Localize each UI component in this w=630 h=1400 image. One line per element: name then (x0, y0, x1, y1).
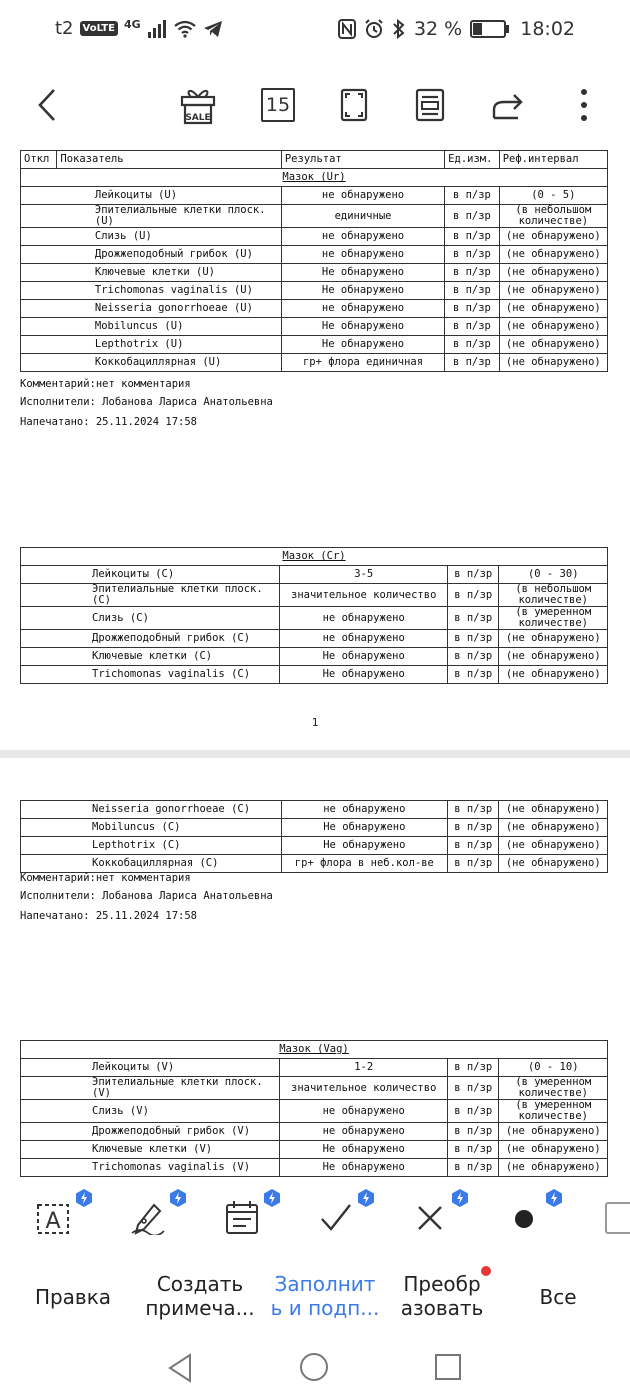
premium-badge-icon (452, 1189, 468, 1207)
unit-value: в п/зр (448, 1077, 499, 1100)
performers-text: Исполнители: Лобанова Лариса Анатольевна (20, 396, 273, 408)
svg-text:A: A (45, 1209, 61, 1234)
table-row (21, 228, 608, 246)
table-row (21, 1100, 608, 1123)
result-value: Не обнаружено (281, 336, 444, 354)
deviation-cell (21, 354, 57, 372)
indicator-name: Ключевые клетки (U) (57, 264, 281, 282)
wifi-icon (173, 20, 197, 38)
section-title-row (21, 1041, 608, 1059)
page-separator (0, 750, 630, 758)
indicator-name: Neisseria gonorrhoeae (U) (57, 300, 281, 318)
deviation-cell (21, 801, 55, 819)
reference-interval: (в умеренном количестве) (499, 607, 608, 630)
unit-value: в п/зр (445, 336, 500, 354)
nfc-icon (338, 19, 356, 39)
result-value: не обнаружено (281, 187, 444, 205)
table-row (21, 1077, 608, 1100)
reference-interval: (не обнаружено) (499, 666, 608, 684)
unit-value: в п/зр (445, 318, 500, 336)
deviation-cell (21, 336, 57, 354)
indicator-name: Эпителиальные клетки плоск. (C) (54, 584, 280, 607)
reference-interval: (не обнаружено) (499, 318, 607, 336)
back-button[interactable] (30, 82, 64, 128)
column-header: Результат (281, 151, 444, 169)
deviation-cell (21, 1141, 55, 1159)
battery-icon (470, 20, 506, 38)
signature-tool[interactable] (130, 1199, 170, 1239)
table-row (21, 1059, 608, 1077)
tab-annotate[interactable]: Создать примеча... (145, 1272, 255, 1320)
calendar-icon: 15 (261, 88, 295, 122)
reference-interval: (не обнаружено) (499, 336, 607, 354)
table-row (21, 246, 608, 264)
deviation-cell (21, 630, 55, 648)
table-row (21, 336, 608, 354)
dot-icon (506, 1199, 542, 1235)
share-button[interactable] (488, 82, 528, 128)
unit-value: в п/зр (448, 801, 499, 819)
reference-interval: (не обнаружено) (499, 246, 607, 264)
deviation-cell (21, 1059, 55, 1077)
deviation-cell (21, 819, 55, 837)
form-fields-icon (224, 1199, 260, 1235)
result-value: не обнаружено (281, 246, 444, 264)
reference-interval: (не обнаружено) (499, 837, 608, 855)
deviation-cell (21, 566, 55, 584)
nav-home-icon[interactable] (298, 1351, 330, 1383)
result-value: не обнаружено (280, 630, 448, 648)
unit-value: в п/зр (448, 607, 499, 630)
column-header: Показатель (57, 151, 281, 169)
unit-value: в п/зр (445, 264, 500, 282)
unit-value: в п/зр (445, 246, 500, 264)
unit-value: в п/зр (448, 837, 499, 855)
more-tool[interactable] (604, 1199, 630, 1239)
deviation-cell (21, 1159, 55, 1177)
comment-text: Комментарий:нет комментария (20, 378, 191, 390)
table-row (21, 205, 608, 228)
more-vertical-icon (580, 88, 588, 122)
unit-value: в п/зр (448, 584, 499, 607)
result-value: Не обнаружено (280, 1159, 448, 1177)
indicator-name: Эпителиальные клетки плоск. (U) (57, 205, 281, 228)
reference-interval: (не обнаружено) (499, 300, 607, 318)
reference-interval: (не обнаружено) (499, 354, 607, 372)
more-menu-button[interactable] (570, 82, 598, 128)
result-value: не обнаружено (281, 228, 444, 246)
cross-icon (412, 1199, 448, 1235)
deviation-cell (21, 648, 55, 666)
results-table-ur (20, 150, 608, 372)
result-value: 1-2 (280, 1059, 448, 1077)
unit-value: в п/зр (445, 205, 500, 228)
deviation-cell (21, 1123, 55, 1141)
results-table-cr-continued (20, 800, 608, 873)
unit-value: в п/зр (445, 282, 500, 300)
indicator-name: Слизь (U) (57, 228, 281, 246)
unit-value: в п/зр (448, 1159, 499, 1177)
unit-value: в п/зр (448, 566, 499, 584)
indicator-name: Neisseria gonorrhoeae (C) (54, 801, 281, 819)
gift-sale-button[interactable] (178, 82, 218, 128)
table-row (21, 584, 608, 607)
table-row (21, 1159, 608, 1177)
reference-interval: (не обнаружено) (499, 855, 608, 873)
deviation-cell (21, 246, 57, 264)
table-row (21, 630, 608, 648)
deviation-cell (21, 607, 55, 630)
system-nav-bar (0, 1338, 630, 1400)
annotation-tools-bar (0, 1183, 630, 1258)
unit-value: в п/зр (448, 819, 499, 837)
cross-tool[interactable] (412, 1199, 452, 1239)
section-title: Мазок (Ur) (21, 169, 608, 187)
table-header-row (21, 151, 608, 169)
telegram-icon (203, 20, 223, 38)
table-row (21, 855, 608, 873)
section-title-row (21, 169, 608, 187)
indicator-name: Trichomonas vaginalis (V) (54, 1159, 280, 1177)
reference-interval: (не обнаружено) (499, 1141, 608, 1159)
indicator-name: Эпителиальные клетки плоск. (V) (54, 1077, 280, 1100)
result-value: Не обнаружено (280, 666, 448, 684)
premium-badge-icon (76, 1189, 92, 1207)
deviation-cell (21, 300, 57, 318)
unit-value: в п/зр (448, 630, 499, 648)
indicator-name: Trichomonas vaginalis (U) (57, 282, 281, 300)
alarm-icon (364, 19, 384, 39)
indicator-name: Дрожжеподобный грибок (U) (57, 246, 281, 264)
back-arrow-icon (37, 88, 57, 122)
deviation-cell (21, 1077, 55, 1100)
table-row (21, 837, 608, 855)
reference-interval: (в небольшом количестве) (499, 584, 608, 607)
indicator-name: Коккобациллярная (C) (54, 855, 281, 873)
result-value: значительное количество (280, 584, 448, 607)
reference-interval: (не обнаружено) (499, 282, 607, 300)
result-value: не обнаружено (281, 300, 444, 318)
table-row (21, 607, 608, 630)
section-title: Мазок (Vag) (21, 1041, 608, 1059)
deviation-cell (21, 264, 57, 282)
goto-page-button[interactable] (258, 82, 298, 128)
column-header: Ед.изм. (445, 151, 500, 169)
result-value: не обнаружено (280, 1100, 448, 1123)
result-value: Не обнаружено (281, 837, 447, 855)
results-table-vag (20, 1040, 608, 1177)
network-label: 4G (123, 18, 141, 31)
result-value: Не обнаружено (281, 282, 444, 300)
unit-value: в п/зр (448, 1141, 499, 1159)
tab-convert[interactable]: Преобр азовать (400, 1272, 484, 1320)
indicator-name: Lepthotrix (U) (57, 336, 281, 354)
unit-value: в п/зр (448, 666, 499, 684)
reference-interval: (не обнаружено) (499, 228, 607, 246)
tab-edit[interactable]: Правка (34, 1285, 112, 1309)
results-table-cr (20, 547, 608, 684)
tab-all[interactable]: Все (539, 1285, 577, 1309)
column-header: Реф.интервал (499, 151, 607, 169)
indicator-name: Лейкоциты (V) (54, 1059, 280, 1077)
premium-badge-icon (546, 1189, 562, 1207)
deviation-cell (21, 1100, 55, 1123)
unit-value: в п/зр (445, 354, 500, 372)
indicator-name: Лейкоциты (C) (54, 566, 280, 584)
volte-badge: VoLTE (80, 21, 118, 36)
table-row (21, 1141, 608, 1159)
premium-badge-icon (170, 1189, 186, 1207)
fullscreen-icon (340, 88, 368, 122)
share-icon (490, 88, 526, 122)
indicator-name: Mobiluncus (C) (54, 819, 281, 837)
unit-value: в п/зр (445, 228, 500, 246)
reference-interval: (не обнаружено) (499, 819, 608, 837)
partial-box-icon (604, 1199, 630, 1235)
checkmark-icon (318, 1199, 354, 1235)
bottom-tab-bar (0, 1258, 630, 1338)
deviation-cell (21, 318, 57, 336)
top-toolbar (0, 70, 630, 140)
result-value: гр+ флора единичная (281, 354, 444, 372)
table-row (21, 648, 608, 666)
indicator-name: Mobiluncus (U) (57, 318, 281, 336)
indicator-name: Слизь (C) (54, 607, 280, 630)
result-value: единичные (281, 205, 444, 228)
reference-interval: (не обнаружено) (499, 264, 607, 282)
indicator-name: Ключевые клетки (V) (54, 1141, 280, 1159)
deviation-cell (21, 228, 57, 246)
indicator-name: Дрожжеподобный грибок (C) (54, 630, 280, 648)
indicator-name: Trichomonas vaginalis (C) (54, 666, 280, 684)
table-row (21, 264, 608, 282)
pen-signature-icon (130, 1199, 166, 1235)
reference-interval: (не обнаружено) (499, 630, 608, 648)
reference-interval: (0 - 30) (499, 566, 608, 584)
table-row (21, 819, 608, 837)
comment-text-2: Комментарий:нет комментария (20, 872, 191, 884)
carrier-label: t2 (55, 18, 74, 39)
result-value: значительное количество (280, 1077, 448, 1100)
notification-dot (481, 1266, 491, 1276)
table-row (21, 318, 608, 336)
deviation-cell (21, 855, 55, 873)
page-number: 1 (311, 716, 319, 729)
indicator-name: Лейкоциты (U) (57, 187, 281, 205)
svg-text:SALE: SALE (185, 113, 211, 123)
reading-mode-button[interactable] (412, 82, 448, 128)
indicator-name: Коккобациллярная (U) (57, 354, 281, 372)
column-header: Откл (21, 151, 57, 169)
unit-value: в п/зр (448, 1100, 499, 1123)
document-layout-icon (415, 88, 445, 122)
unit-value: в п/зр (448, 648, 499, 666)
result-value: не обнаружено (280, 607, 448, 630)
premium-badge-icon (264, 1189, 280, 1207)
section-title: Мазок (Cr) (21, 548, 608, 566)
result-value: Не обнаружено (281, 264, 444, 282)
result-value: гр+ флора в неб.кол-ве (281, 855, 447, 873)
result-value: Не обнаружено (280, 1141, 448, 1159)
unit-value: в п/зр (448, 1059, 499, 1077)
printed-text-2: Напечатано: 25.11.2024 17:58 (20, 910, 198, 922)
deviation-cell (21, 282, 57, 300)
status-bar (0, 0, 630, 62)
performers-text-2: Исполнители: Лобанова Лариса Анатольевна (20, 890, 273, 902)
reference-interval: (не обнаружено) (499, 1123, 608, 1141)
reference-interval: (0 - 10) (499, 1059, 608, 1077)
indicator-name: Lepthotrix (C) (54, 837, 281, 855)
table-row (21, 666, 608, 684)
indicator-name: Слизь (V) (54, 1100, 280, 1123)
deviation-cell (21, 187, 57, 205)
result-value: Не обнаружено (280, 648, 448, 666)
unit-value: в п/зр (445, 187, 500, 205)
signal-icon (147, 20, 167, 38)
deviation-cell (21, 205, 57, 228)
printed-text: Напечатано: 25.11.2024 17:58 (20, 416, 198, 428)
fullscreen-button[interactable] (336, 82, 372, 128)
table-row (21, 187, 608, 205)
deviation-cell (21, 666, 55, 684)
unit-value: в п/зр (448, 855, 499, 873)
result-value: не обнаружено (280, 1123, 448, 1141)
deviation-cell (21, 837, 55, 855)
reference-interval: (не обнаружено) (499, 648, 608, 666)
tab-fill-sign[interactable]: Заполнит ь и подп... (270, 1272, 380, 1320)
unit-value: в п/зр (445, 300, 500, 318)
text-box-icon (36, 1199, 72, 1235)
bluetooth-icon (392, 19, 406, 39)
result-value: Не обнаружено (281, 819, 447, 837)
dot-tool[interactable] (506, 1199, 546, 1239)
indicator-name: Ключевые клетки (C) (54, 648, 280, 666)
reference-interval: (в умеренном количестве) (499, 1077, 608, 1100)
reference-interval: (не обнаружено) (499, 1159, 608, 1177)
unit-value: в п/зр (448, 1123, 499, 1141)
reference-interval: (не обнаружено) (499, 801, 608, 819)
text-box-tool[interactable] (36, 1199, 76, 1239)
table-row (21, 801, 608, 819)
result-value: не обнаружено (281, 801, 447, 819)
section-title-row (21, 548, 608, 566)
nav-recents-icon[interactable] (434, 1353, 462, 1381)
result-value: Не обнаружено (281, 318, 444, 336)
deviation-cell (21, 584, 55, 607)
reference-interval: (в небольшом количестве) (499, 205, 607, 228)
nav-back-icon[interactable] (166, 1352, 194, 1384)
indicator-name: Дрожжеподобный грибок (V) (54, 1123, 280, 1141)
table-row (21, 300, 608, 318)
table-row (21, 354, 608, 372)
checkmark-tool[interactable] (318, 1199, 358, 1239)
reference-interval: (в умеренном количестве) (499, 1100, 608, 1123)
date-tool[interactable] (224, 1199, 264, 1239)
clock: 18:02 (520, 18, 575, 40)
pdf-page-2[interactable] (0, 758, 630, 1183)
table-row (21, 1123, 608, 1141)
table-row (21, 566, 608, 584)
reference-interval: (0 - 5) (499, 187, 607, 205)
result-value: 3-5 (280, 566, 448, 584)
premium-badge-icon (358, 1189, 374, 1207)
battery-percent: 32 % (413, 18, 463, 40)
gift-icon (179, 85, 217, 125)
table-row (21, 282, 608, 300)
pdf-page-1[interactable] (0, 140, 630, 750)
